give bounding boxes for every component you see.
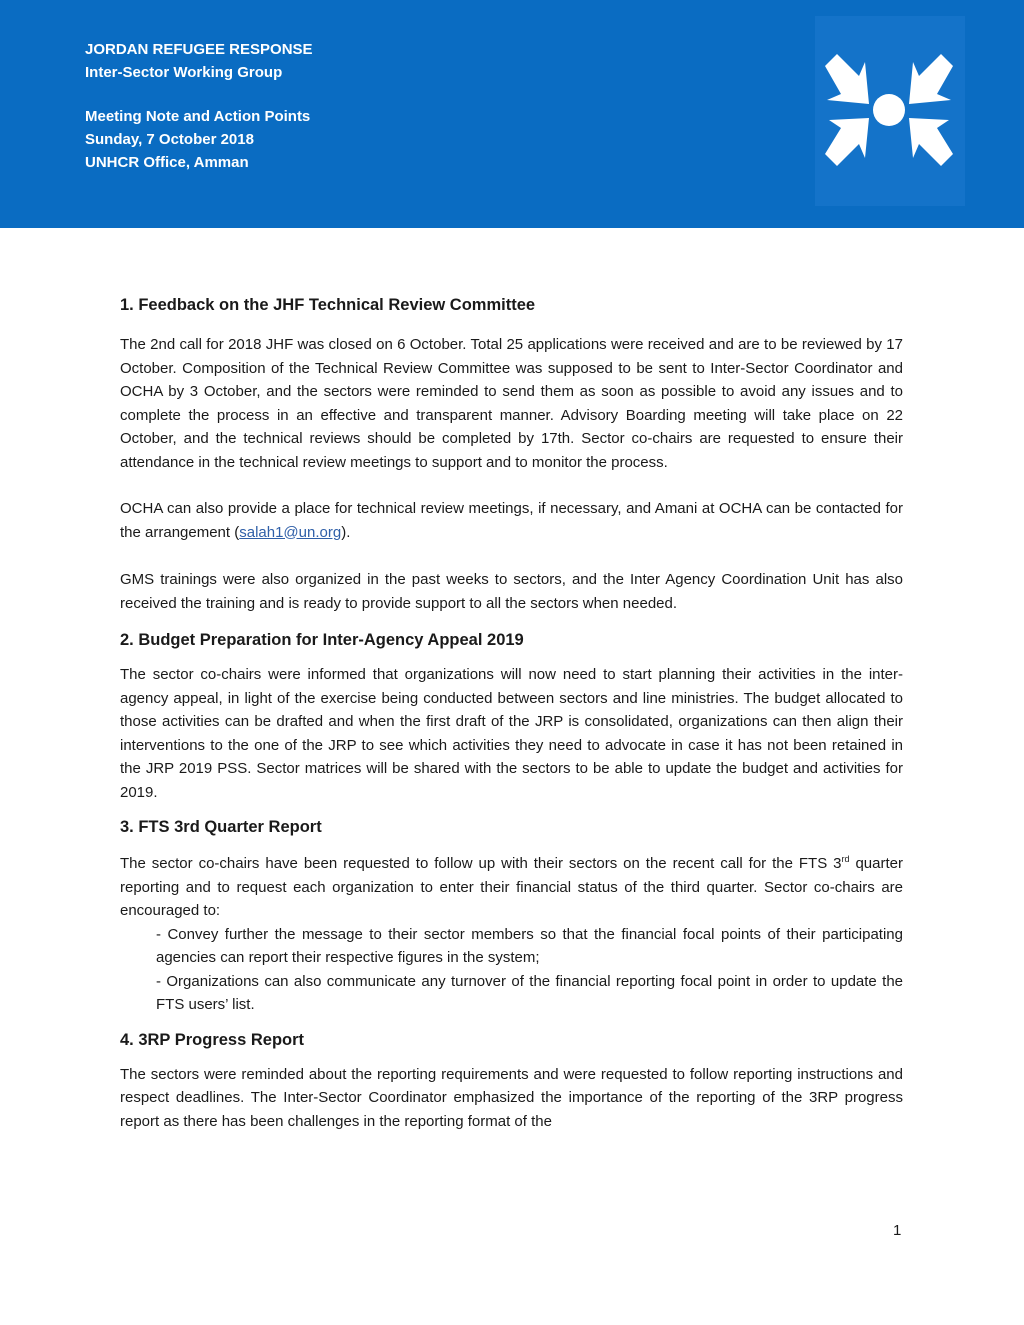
section-3-paragraph-1	[120, 852, 903, 923]
section-1-paragraph-2	[120, 497, 903, 544]
list-item: - Convey further the message to their sector members so that the financial focal points of their participating agencies can report their respective figures in the system;	[156, 925, 903, 966]
section-1-heading: 1. Feedback on the JHF Technical Review Committee	[120, 296, 536, 314]
paragraph-text: OCHA can also provide a place for technical review meetings, if necessary, and Amani at OCHA can be contacted for the arrangement (	[120, 500, 903, 541]
document-body	[120, 296, 903, 1133]
section-4-paragraph-1: The sectors were reminded about the reporting requirements and were requested to follow reporting instructions and respect deadlines. The Inter-Sector Coordinator emphasized the importance of the reporting of the 3RP progress report as there has been challenges in the reporting format of the	[120, 1065, 903, 1130]
section-4-heading: 4. 3RP Progress Report	[120, 1030, 305, 1049]
meeting-location: UNHCR Office, Amman	[85, 154, 249, 171]
section-3-heading: 3. FTS 3rd Quarter Report	[120, 818, 322, 836]
section-2-paragraph-1: The sector co-chairs were informed that organizations will now need to start planning their activities in the inter-agency appeal, in light of the exercise being conducted between sectors and line ministries. The budget allocated to those activities can be drafted and when the first draft of the JRP is consolidated, organizations can then align their interventions to the one of the JRP to see which activities they need to advocate in case it has not been retained in the JRP 2019 PSS. Sector matrices will be shared with the sectors to be able to update the budget and activities for 2019.	[120, 666, 903, 801]
paragraph-text-end: quarter reporting and to request each organization to enter their financial status of the third quarter. Sector co-chairs are encouraged to:	[120, 855, 903, 919]
paragraph-text: The sector co-chairs have been requested to follow up with their sectors on the recent call for the FTS 3	[120, 855, 842, 872]
section-1-paragraph-3: GMS trainings were also organized in the past weeks to sectors, and the Inter Agency Coordination Unit has also received the training and is ready to provide support to all the sectors when needed.	[120, 571, 903, 612]
section-1-paragraph-1: The 2nd call for 2018 JHF was closed on 6 October. Total 25 applications were received and are to be reviewed by 17 October. Composition of the Technical Review Committee was supposed to be sent to Inter-Sector Coordinator and OCHA by 3 October, and the sectors were reminded to send them as soon as possible to avoid any issues and to complete the process in an effective and transparent manner. Advisory Boarding meeting will take place on 22 October, and the technical reviews should be completed by 17th. Sector co-chairs are requested to ensure their attendance in the technical review meetings to support and to monitor the process.	[120, 336, 903, 471]
working-group: Inter-Sector Working Group	[85, 64, 283, 81]
action-list	[120, 923, 903, 1017]
page-number: 1	[893, 1222, 902, 1239]
document-title: Meeting Note and Action Points	[85, 108, 311, 125]
list-item: - Organizations can also communicate any turnover of the financial reporting focal point in order to update the FTS users’ list.	[156, 972, 903, 1013]
logo	[815, 16, 965, 206]
header-text	[85, 38, 313, 174]
paragraph-text-end: ).	[341, 523, 351, 541]
section-2-heading: 2. Budget Preparation for Inter-Agency Appeal 2019	[120, 631, 524, 649]
converging-arrows-logo-icon	[815, 46, 965, 176]
header-banner	[0, 0, 1024, 228]
meeting-date: Sunday, 7 October 2018	[85, 131, 254, 148]
email-link[interactable]: salah1@un.org	[239, 523, 342, 541]
superscript: rd	[841, 854, 850, 864]
org-name: JORDAN REFUGEE RESPONSE	[85, 41, 313, 58]
